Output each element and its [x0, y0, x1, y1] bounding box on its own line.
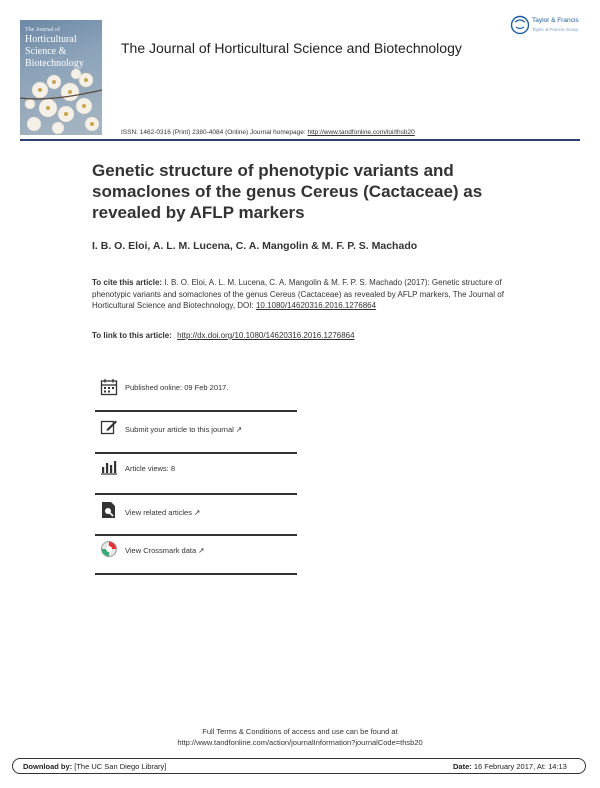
cover-title-line-1: The Journal of: [25, 27, 60, 33]
citation-block: [92, 277, 532, 312]
crossmark-link[interactable]: View Crossmark data ↗: [125, 546, 205, 555]
cover-title-line-2: Horticultural: [25, 34, 77, 45]
article-views-text: Article views: 8: [125, 464, 176, 473]
publisher-logo[interactable]: [510, 15, 584, 37]
citation-text: I. B. O. Eloi, A. L. M. Lucena, C. A. Mangolin & M. F. P. S. Machado (2017): Genetic structure of phenotypic variants and somaclones of the genus Cereus (Cactaceae) as revealed by AFLP markers, The Journal of Horticultural Science and Biotechnology, DOI:: [92, 278, 504, 310]
publisher-logo-icon: [510, 15, 530, 35]
document-search-icon: [100, 501, 118, 519]
publisher-logo-text: Taylor & Francis: [532, 17, 579, 24]
publisher-logo-subtext: Taylor & Francis Group: [532, 27, 579, 32]
journal-title: The Journal of Horticultural Science and Biotechnology: [121, 40, 462, 56]
meta-divider: [95, 493, 297, 495]
header-divider: [20, 139, 580, 141]
cover-title-line-4: Biotechnology: [25, 58, 84, 69]
terms-url-link[interactable]: http://www.tandfonline.com/action/journalInformation?journalCode=thsb20: [177, 738, 423, 747]
terms-line-1: Full Terms & Conditions of access and use can be found at: [202, 727, 398, 736]
issn-line: [121, 129, 415, 136]
external-link-icon: ↗: [235, 425, 243, 434]
article-authors: I. B. O. Eloi, A. L. M. Lucena, C. A. Mangolin & M. F. P. S. Machado: [92, 240, 418, 252]
article-link-line: [92, 331, 355, 340]
journal-homepage-link[interactable]: http://www.tandfonline.com/loi/thsb20: [307, 129, 415, 136]
citation-doi-link[interactable]: 10.1080/14620316.2016.1276864: [255, 301, 377, 310]
downloaded-by-label: Download by:: [23, 762, 73, 771]
published-online-row: [95, 378, 297, 418]
download-info-bar: [12, 758, 586, 774]
journal-cover-image: [20, 20, 102, 135]
submit-article-link[interactable]: Submit your article to this journal ↗: [125, 425, 243, 434]
article-views-row: [95, 458, 297, 498]
calendar-icon: [100, 378, 118, 396]
article-doi-link[interactable]: http://dx.doi.org/10.1080/14620316.2016.1276864: [177, 331, 355, 340]
cover-title-line-3: Science &: [25, 46, 67, 57]
bar-chart-icon: [100, 458, 118, 476]
article-title: Genetic structure of phenotypic variants and somaclones of the genus Cereus (Cactaceae) as revealed by AFLP markers: [92, 161, 483, 222]
external-link-icon: ↗: [194, 508, 201, 517]
download-date-label: Date:: [453, 762, 472, 771]
crossmark-icon: [100, 540, 118, 558]
related-articles-link[interactable]: View related articles ↗: [125, 508, 201, 517]
download-date: [453, 762, 567, 771]
downloaded-by: [23, 762, 166, 771]
download-date-value: 16 February 2017, At: 14:13: [473, 762, 567, 771]
terms-note: [0, 726, 600, 748]
downloaded-by-value: [The UC San Diego Library]: [74, 762, 167, 771]
meta-divider: [95, 573, 297, 575]
meta-divider: [95, 452, 297, 454]
pencil-edit-icon: [100, 418, 118, 436]
meta-divider: [95, 534, 297, 536]
issn-text: ISSN: 1462-0316 (Print) 2380-4084 (Online) Journal homepage:: [121, 129, 306, 136]
external-link-icon: ↗: [198, 546, 205, 555]
meta-divider: [95, 410, 297, 412]
article-link-label: To link to this article:: [92, 331, 172, 340]
published-online-text: Published online: 09 Feb 2017.: [125, 383, 229, 392]
citation-label: To cite this article:: [92, 278, 163, 287]
